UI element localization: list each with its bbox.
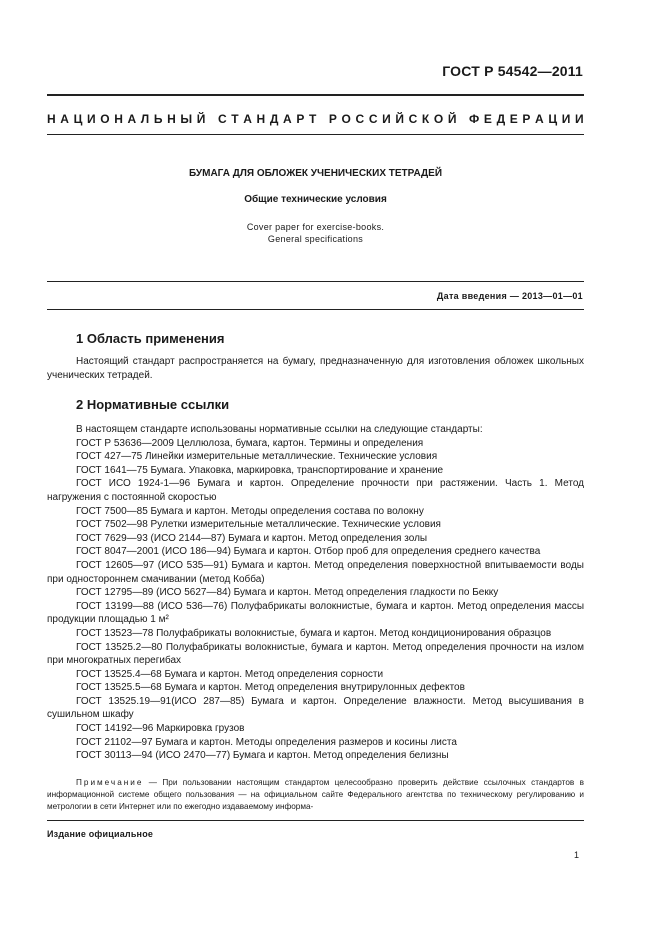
note-paragraph xyxy=(47,777,584,813)
standard-band-letter: Н xyxy=(167,112,176,126)
reference-item: ГОСТ 13525.2—80 Полуфабрикаты волокнистые, бумага и картон. Метод определения прочности на излом при многократных перегибах xyxy=(47,641,584,667)
reference-item: ГОСТ 7629—93 (ИСО 2144—87) Бумага и картон. Метод определения золы xyxy=(76,532,428,544)
standard-band-letter xyxy=(321,112,324,126)
standard-band-letter: Н xyxy=(47,112,56,126)
standard-band-letter: Й xyxy=(395,112,404,126)
footer-rule xyxy=(47,820,584,821)
reference-item: ГОСТ 427—75 Линейки измерительные металлические. Технические условия xyxy=(76,451,438,463)
reference-item: ГОСТ 12605—97 (ИСО 535—91) Бумага и картон. Метод определения поверхностной впитываемости воды при одностороннем смачивании (метод Кобба) xyxy=(47,559,584,585)
reference-item: ГОСТ 1641—75 Бумага. Упаковка, маркировка, транспортирование и хранение xyxy=(76,464,444,476)
standard-band-letter: О xyxy=(433,112,444,126)
standard-band-letter: Ц xyxy=(548,112,558,126)
standard-band-letter: К xyxy=(421,112,430,126)
standard-band-letter: Ф xyxy=(469,112,480,126)
standard-band-letter: А xyxy=(535,112,544,126)
reference-item: ГОСТ 13199—88 (ИСО 536—76) Полуфабрикаты волокнистые, бумага и картон. Метод определения массы продукции площадью 1 м² xyxy=(47,600,584,626)
standard-band-letter: Й xyxy=(447,112,457,126)
standard-band-letter: И xyxy=(574,112,584,126)
standard-band-letter: А xyxy=(60,112,69,126)
note-label: Примечание xyxy=(76,778,144,787)
standard-band-letter: Е xyxy=(509,112,518,126)
standard-band-letter: А xyxy=(243,112,252,126)
reference-item: ГОСТ 13523—78 Полуфабрикаты волокнистые, бумага и картон. Метод кондиционирования образцов xyxy=(76,627,552,639)
standard-band-letter: А xyxy=(127,112,137,126)
reference-item: ГОСТ Р 53636—2009 Целлюлоза, бумага, картон. Термины и определения xyxy=(76,437,424,449)
standard-band-letter: С xyxy=(217,112,227,126)
standard-band-letter: Н xyxy=(114,112,123,126)
reference-item: ГОСТ 12795—89 (ИСО 5627—84) Бумага и картон. Метод определения гладкости по Бекку xyxy=(76,587,499,599)
page-number: 1 xyxy=(573,850,579,860)
reference-item: ГОСТ 7500—85 Бумага и картон. Методы определения состава по волокну xyxy=(76,505,424,517)
header-top-rule xyxy=(47,94,584,96)
section-1-heading: 1 Область применения xyxy=(76,331,225,346)
english-title xyxy=(47,221,584,245)
intro-date-rule xyxy=(47,281,584,282)
english-title-line: Cover paper for exercise-books. xyxy=(246,222,385,232)
standard-band-letter: Ы xyxy=(180,112,193,126)
standard-band-letter: Л xyxy=(140,112,150,126)
document-title: БУМАГА ДЛЯ ОБЛОЖЕК УЧЕНИЧЕСКИХ ТЕТРАДЕЙ xyxy=(188,168,443,179)
standard-band-letter: Р xyxy=(296,112,305,126)
gost-number: ГОСТ Р 54542—2011 xyxy=(442,63,583,79)
standard-band-letter: И xyxy=(382,112,391,126)
standard-band-letter: С xyxy=(408,112,418,126)
standard-band-letter: Н xyxy=(256,112,266,126)
normative-references xyxy=(47,423,584,763)
reference-item: ГОСТ 13525.5—68 Бумага и картон. Метод определения внутрирулонных дефектов xyxy=(76,682,465,694)
note-text: — При пользовании настоящим стандартом целесообразно проверить действие ссылочных стандартов в информационной системе общего пользования — на официальном сайте Федерального агентства по техническому регулированию и метрологии в сети Интернет или по ежегодно издаваемому информа- xyxy=(47,778,584,811)
reference-item: ГОСТ 14192—96 Маркировка грузов xyxy=(76,723,245,735)
section-1-text: Настоящий стандарт распространяется на бумагу, предназначенную для изготовления обложек школьных ученических тетрадей. xyxy=(47,356,584,381)
english-title-line: General specifications xyxy=(267,234,364,244)
standard-band-letter: Т xyxy=(308,112,317,126)
references-intro: В настоящем стандарте использованы нормативные ссылки на следующие стандарты: xyxy=(76,424,483,435)
reference-item: ГОСТ 13525.4—68 Бумага и картон. Метод определения сорности xyxy=(76,668,384,680)
section-2-heading: 2 Нормативные ссылки xyxy=(76,397,230,412)
standard-band-letter xyxy=(210,112,213,126)
header-bottom-rule xyxy=(47,134,584,135)
introduction-date: Дата введения — 2013—01—01 xyxy=(436,291,583,301)
standard-band-letter: С xyxy=(355,112,365,126)
reference-item: ГОСТ 21102—97 Бумага и картон. Методы определения размеров и косины листа xyxy=(76,736,457,748)
standard-band-letter: Р xyxy=(328,112,337,126)
standard-band-letter: О xyxy=(100,112,110,126)
standard-band-letter: Р xyxy=(522,112,531,126)
reference-item: ГОСТ 8047—2001 (ИСО 186—94) Бумага и картон. Отбор проб для определения среднего качества xyxy=(76,546,541,558)
official-edition-label: Издание официальное xyxy=(47,829,154,839)
standard-band-letter: Т xyxy=(231,112,239,126)
document-subtitle: Общие технические условия xyxy=(244,194,387,205)
standard-band-letter xyxy=(461,112,464,126)
standard-band-letter: Д xyxy=(269,112,279,126)
standard-band-letter: С xyxy=(368,112,378,126)
standard-band-letter: И xyxy=(86,112,96,126)
standard-band xyxy=(47,112,584,126)
standard-band-letter: Й xyxy=(196,112,206,126)
standard-band-letter: Ц xyxy=(73,112,83,126)
reference-item: ГОСТ ИСО 1924-1—96 Бумага и картон. Определение прочности при растяжении. Часть 1. Метод нагружения с постоянной скоростью xyxy=(47,478,584,503)
standard-band-letter: Ь xyxy=(153,112,163,126)
reference-item: ГОСТ 13525.19—91(ИСО 287—85) Бумага и картон. Определение влажности. Метод высушивания в сушильном шкафу xyxy=(47,695,584,721)
reference-item: ГОСТ 30113—94 (ИСО 2470—77) Бумага и картон. Метод определения белизны xyxy=(76,750,449,762)
standard-band-letter: И xyxy=(561,112,571,126)
standard-band-letter: А xyxy=(283,112,292,126)
reference-item: ГОСТ 7502—98 Рулетки измерительные металлические. Технические условия xyxy=(76,519,441,531)
standard-band-letter: Е xyxy=(483,112,492,126)
standard-band-letter: О xyxy=(341,112,351,126)
intro-date-bottom-rule xyxy=(47,309,584,310)
standard-band-letter: Д xyxy=(496,112,506,126)
